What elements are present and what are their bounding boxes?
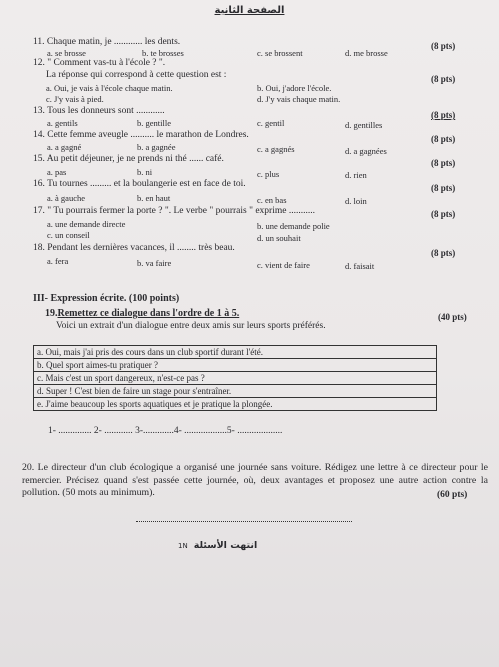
question-12-option-d: d. J'y vais chaque matin. xyxy=(257,94,341,104)
dialogue-line-e: e. J'aime beaucoup les sports aquatiques et je pratique la plongée. xyxy=(34,398,437,411)
question-17-points: (8 pts) xyxy=(431,209,456,219)
dialogue-line-b: b. Quel sport aimes-tu pratiquer ? xyxy=(34,359,437,372)
question-18-option-d: d. faisait xyxy=(345,261,375,271)
question-17-option-b: b. une demande polie xyxy=(257,221,330,231)
question-13-option-b: b. gentille xyxy=(137,118,171,128)
section-3-title: III- Expression écrite. (100 points) xyxy=(33,293,180,304)
page-footer xyxy=(178,540,257,551)
question-18: 18. Pendant les dernières vacances, il ........ très beau. xyxy=(33,243,235,253)
question-13: 13. Tous les donneurs sont ............ xyxy=(33,106,165,116)
writing-line[interactable] xyxy=(136,521,352,522)
question-11-option-b: b. te brosses xyxy=(142,48,184,58)
question-11-option-a: a. se brosse xyxy=(47,48,86,58)
question-15-points: (8 pts) xyxy=(431,158,456,168)
dialogue-line-d: d. Super ! C'est bien de faire un stage pour s'entraîner. xyxy=(34,385,437,398)
question-17-option-a: a. une demande directe xyxy=(47,219,126,229)
question-18-option-b: b. va faire xyxy=(137,258,172,268)
question-12-option-b: b. Oui, j'adore l'école. xyxy=(257,83,332,93)
question-13-option-a: a. gentils xyxy=(47,118,78,128)
table-row xyxy=(34,385,437,398)
question-13-option-c: c. gentil xyxy=(257,118,285,128)
question-17-option-c: c. un conseil xyxy=(47,230,90,240)
question-18-option-a: a. fera xyxy=(47,256,69,266)
question-16: 16. Tu tournes ......... et la boulangerie est en face de toi. xyxy=(33,179,246,189)
question-13-points: (8 pts) xyxy=(431,110,456,120)
question-19-answer-blanks[interactable]: 1- .............. 2- ............ 3-.............4- ..................5- ................... xyxy=(48,426,283,436)
page-header: الصفحة الثانية xyxy=(214,5,285,16)
question-12-option-c: c. J'y vais à pied. xyxy=(46,94,104,104)
table-row xyxy=(34,346,437,359)
question-16-points: (8 pts) xyxy=(431,183,456,193)
question-18-points: (8 pts) xyxy=(431,248,456,258)
dialogue-line-a: a. Oui, mais j'ai pris des cours dans un club sportif durant l'été. xyxy=(34,346,437,359)
question-13-option-d: d. gentilles xyxy=(345,120,383,130)
question-19-heading xyxy=(45,308,239,319)
question-12-option-a: a. Oui, je vais à l'école chaque matin. xyxy=(46,83,173,93)
question-11-option-c: c. se brossent xyxy=(257,48,303,58)
question-14-option-a: a. a gagné xyxy=(47,142,82,152)
question-19-points: (40 pts) xyxy=(438,312,467,322)
question-11: 11. Chaque matin, je ............ les dents. xyxy=(33,37,181,47)
question-19-title: Remettez ce dialogue dans l'ordre de 1 à 5. xyxy=(57,308,240,319)
question-19-number: 19. xyxy=(45,308,58,319)
question-20: 20. Le directeur d'un club écologique a organisé une journée sans voiture. Rédigez une lettre à ce directeur pour le remercier. Précisez quand s'est passée cette journée, où, deux avantages et proposez une autre action contre la pollution. (50 mots au minimum). xyxy=(22,462,488,498)
footer-text: انتهت الأسئلة xyxy=(193,540,258,551)
question-11-option-d: d. me brosse xyxy=(345,48,388,58)
question-15-option-d: d. rien xyxy=(345,170,367,180)
question-14-option-b: b. a gagnée xyxy=(137,142,176,152)
question-14: 14. Cette femme aveugle .......... le marathon de Londres. xyxy=(33,130,249,140)
table-row xyxy=(34,398,437,411)
question-14-option-c: c. a gagnés xyxy=(257,144,295,154)
question-15-option-c: c. plus xyxy=(257,169,280,179)
footer-code: 1N xyxy=(178,542,188,550)
question-15: 15. Au petit déjeuner, je ne prends ni thé ...... café. xyxy=(33,154,224,164)
dialogue-line-c: c. Mais c'est un sport dangereux, n'est-ce pas ? xyxy=(34,372,437,385)
question-16-option-a: a. à gauche xyxy=(47,193,85,203)
question-12-points: (8 pts) xyxy=(431,74,456,84)
question-18-option-c: c. vient de faire xyxy=(257,260,310,270)
question-12-subtext: La réponse qui correspond à cette question est : xyxy=(46,70,227,80)
question-16-option-c: c. en bas xyxy=(257,195,287,205)
question-14-points: (8 pts) xyxy=(431,134,456,144)
question-14-option-d: d. a gagnées xyxy=(345,146,387,156)
question-15-option-b: b. ni xyxy=(137,167,153,177)
question-20-points: (60 pts) xyxy=(437,490,468,500)
question-11-points: (8 pts) xyxy=(431,41,456,51)
question-17: 17. " Tu pourrais fermer la porte ? ". Le verbe " pourrais " exprime ........... xyxy=(33,206,315,216)
table-row xyxy=(34,372,437,385)
dialogue-table xyxy=(33,345,437,411)
question-16-option-b: b. en haut xyxy=(137,193,171,203)
question-17-option-d: d. un souhait xyxy=(257,233,301,243)
question-19-intro: Voici un extrait d'un dialogue entre deux amis sur leurs sports préférés. xyxy=(56,321,326,331)
question-15-option-a: a. pas xyxy=(47,167,67,177)
question-12: 12. " Comment vas-tu à l'école ? ". xyxy=(33,58,166,68)
question-16-option-d: d. loin xyxy=(345,196,367,206)
table-row xyxy=(34,359,437,372)
